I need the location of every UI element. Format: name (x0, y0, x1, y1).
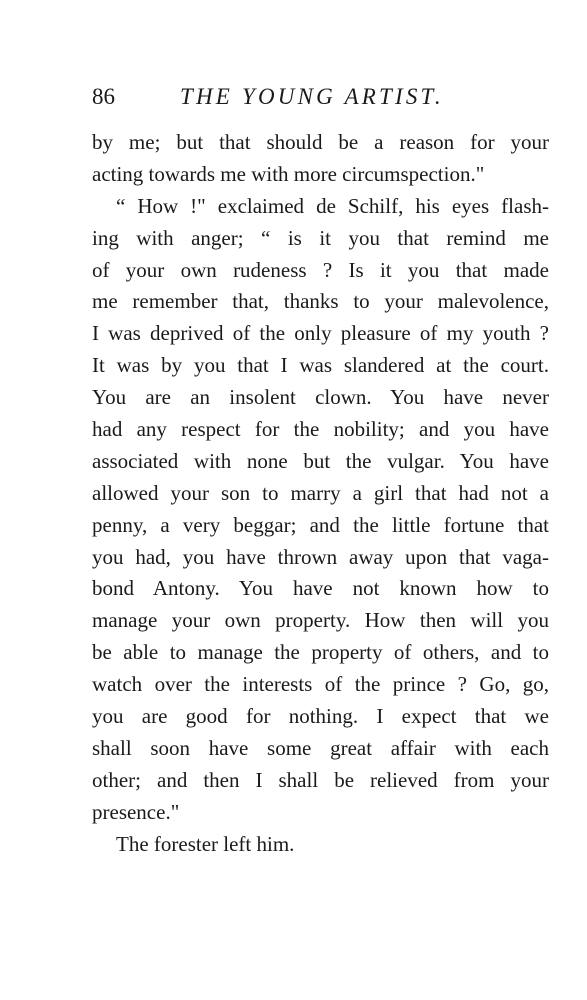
text-line: had any respect for the nobility; and you have (92, 417, 549, 442)
text-line: “ How !" exclaimed de Schilf, his eyes flash- (116, 193, 549, 218)
body-text (92, 127, 549, 860)
text-line: allowed your son to marry a girl that had not a (92, 480, 549, 505)
text-line: ing with anger; “ is it you that remind me (92, 225, 549, 250)
text-line: me remember that, thanks to your malevolence, (92, 289, 549, 314)
text-line: you are good for nothing. I expect that we (92, 704, 549, 729)
text-line: It was by you that I was slandered at the court. (92, 353, 549, 378)
text-line: by me; but that should be a reason for your (92, 130, 549, 154)
text-line: penny, a very beggar; and the little fortune that (92, 512, 549, 537)
text-line: associated with none but the vulgar. You have (92, 448, 549, 473)
text-line: The forester left him. (116, 831, 295, 856)
page-number: 86 (92, 84, 115, 109)
text-line: watch over the interests of the prince ? Go, go, (92, 672, 549, 697)
text-line: you had, you have thrown away upon that vaga- (92, 544, 549, 569)
text-line: be able to manage the property of others, and to (92, 640, 549, 665)
text-line: shall soon have some great affair with each (92, 735, 549, 760)
text-line: bond Antony. You have not known how to (92, 576, 549, 601)
text-line: of your own rudeness ? Is it you that made (92, 257, 549, 282)
running-head (92, 84, 552, 114)
running-title: THE YOUNG ARTIST. (180, 84, 444, 109)
text-line: manage your own property. How then will you (92, 608, 549, 633)
text-line: You are an insolent clown. You have never (92, 385, 549, 410)
text-line: other; and then I shall be relieved from your (92, 767, 549, 792)
text-line: presence." (92, 799, 180, 824)
text-line: I was deprived of the only pleasure of my youth ? (92, 321, 549, 346)
text-line: acting towards me with more circumspection." (92, 161, 485, 186)
